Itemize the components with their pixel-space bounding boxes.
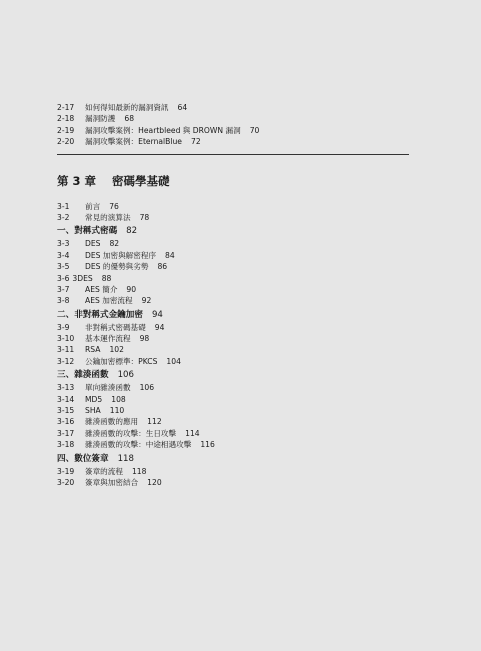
toc-entry — [57, 212, 417, 223]
section-heading — [57, 225, 417, 238]
entry-title: DES — [85, 239, 101, 249]
toc-entry — [57, 416, 417, 427]
section-page: 118 — [117, 453, 134, 464]
entry-title: 基本運作流程 — [85, 334, 131, 344]
entry-number: 3-9 — [57, 322, 70, 332]
toc-entry — [57, 356, 417, 367]
section-title: 二、非對稱式金鑰加密 — [57, 309, 143, 320]
entry-number: 3-7 — [57, 284, 70, 294]
toc-entry — [57, 102, 417, 113]
chapter-divider — [57, 154, 409, 155]
toc-entry — [57, 295, 417, 306]
entry-page: 106 — [139, 383, 155, 393]
entry-title: 簽章的流程 — [85, 466, 123, 476]
toc-entry — [57, 261, 417, 272]
entry-title: 公鑰加密標準：PKCS — [85, 356, 158, 366]
section-title: 四、數位簽章 — [57, 453, 109, 464]
entry-page: 120 — [147, 477, 162, 487]
chapter-heading — [57, 173, 417, 189]
toc-entry — [57, 405, 417, 416]
entry-page: 72 — [190, 137, 201, 147]
toc-entry — [57, 113, 417, 124]
entry-number: 3-16 — [57, 417, 75, 427]
entry-page: 70 — [249, 125, 260, 135]
entry-page: 110 — [109, 406, 125, 416]
entry-page: 88 — [101, 273, 112, 283]
entry-number: 3-2 — [57, 212, 70, 222]
entry-title: RSA — [85, 345, 101, 355]
toc-entry — [57, 394, 417, 405]
entry-title: SHA — [85, 406, 101, 416]
entry-title: 雜湊函數的攻擊：生日攻擊 — [85, 428, 177, 438]
entry-number: 3-6 — [57, 273, 70, 283]
section-title: 一、對稱式密碼 — [57, 226, 118, 237]
entry-page: 78 — [139, 212, 150, 222]
entry-number: 3-18 — [57, 440, 75, 450]
entry-title: AES 加密流程 — [85, 296, 133, 306]
entry-number: 3-4 — [57, 250, 70, 260]
entry-title: 單向雜湊函數 — [85, 383, 131, 393]
entry-page: 64 — [177, 103, 188, 112]
entry-number: 2-20 — [57, 137, 75, 147]
entry-title: 3DES — [72, 273, 93, 283]
section-heading — [57, 369, 417, 382]
entry-title: 常見的演算法 — [85, 212, 131, 222]
entry-title: 如何得知最新的漏洞資訊 — [85, 103, 169, 112]
toc-content — [57, 102, 417, 488]
toc-entry — [57, 136, 417, 147]
toc-entry — [57, 382, 417, 393]
entry-title: DES 加密與解密程序 — [85, 250, 157, 260]
toc-entry — [57, 201, 417, 212]
entry-number: 3-10 — [57, 334, 75, 344]
toc-entry — [57, 344, 417, 355]
toc-entry — [57, 322, 417, 333]
entry-page: 104 — [166, 356, 181, 366]
section-page: 106 — [117, 370, 134, 381]
entry-title: AES 簡介 — [85, 284, 118, 294]
entry-title: 雜湊函數的攻擊：中途相遇攻擊 — [85, 440, 192, 450]
entry-page: 112 — [147, 417, 162, 427]
entry-number: 3-17 — [57, 428, 75, 438]
entry-page: 90 — [126, 284, 137, 294]
entry-number: 3-11 — [57, 345, 75, 355]
entry-page: 92 — [141, 296, 152, 306]
toc-entry — [57, 125, 417, 136]
entry-page: 82 — [109, 239, 120, 249]
entry-number: 3-13 — [57, 383, 75, 393]
prev-chapter-entries — [57, 102, 417, 148]
entry-number: 3-20 — [57, 477, 75, 487]
entry-number: 2-19 — [57, 125, 75, 135]
entry-title: 漏洞攻擊案例：EternalBlue — [85, 137, 182, 147]
section-heading — [57, 453, 417, 466]
entry-page: 68 — [124, 114, 135, 124]
toc-entry — [57, 439, 417, 450]
entry-title: 漏洞攻擊案例：Heartbleed 與 DROWN 漏洞 — [85, 125, 241, 135]
toc-entry — [57, 250, 417, 261]
entry-page: 84 — [165, 250, 175, 260]
entry-number: 3-1 — [57, 201, 70, 211]
entry-number: 3-3 — [57, 239, 70, 249]
entry-page: 86 — [157, 262, 168, 272]
entry-page: 114 — [185, 428, 200, 438]
toc-entry — [57, 477, 417, 488]
entry-page: 76 — [109, 201, 119, 211]
toc-entry — [57, 466, 417, 477]
entry-page: 98 — [139, 334, 150, 344]
entry-title: DES 的優勢與劣勢 — [85, 262, 149, 272]
chapter-label: 第 3 章 — [57, 173, 97, 188]
entry-number: 3-14 — [57, 394, 75, 404]
entry-number: 3-12 — [57, 356, 75, 366]
entry-page: 118 — [131, 466, 147, 476]
entry-page: 108 — [111, 394, 126, 404]
entry-number: 3-15 — [57, 406, 75, 416]
entry-title: 非對稱式密碼基礎 — [85, 322, 146, 332]
entry-title: MD5 — [85, 394, 103, 404]
toc-entry — [57, 284, 417, 295]
entry-page: 116 — [200, 440, 215, 450]
toc-entry — [57, 238, 417, 249]
toc-entry — [57, 273, 417, 284]
entry-title: 漏洞防護 — [85, 114, 116, 124]
entry-title: 前言 — [85, 201, 101, 211]
entry-title: 簽章與加密結合 — [85, 477, 139, 487]
entry-page: 94 — [154, 322, 165, 332]
section-page: 82 — [126, 226, 138, 237]
section-title: 三、雜湊函數 — [57, 370, 109, 381]
entry-page: 102 — [109, 345, 124, 355]
entry-number: 3-8 — [57, 296, 70, 306]
chapter-title: 密碼學基礎 — [112, 173, 170, 188]
entry-number: 2-17 — [57, 103, 75, 112]
section-page: 94 — [151, 309, 163, 320]
toc-entry — [57, 333, 417, 344]
entry-title: 雜湊函數的應用 — [85, 417, 139, 427]
entry-number: 3-19 — [57, 466, 75, 476]
toc-entry — [57, 428, 417, 439]
entry-number: 3-5 — [57, 262, 70, 272]
section-heading — [57, 309, 417, 322]
entry-number: 2-18 — [57, 114, 75, 124]
